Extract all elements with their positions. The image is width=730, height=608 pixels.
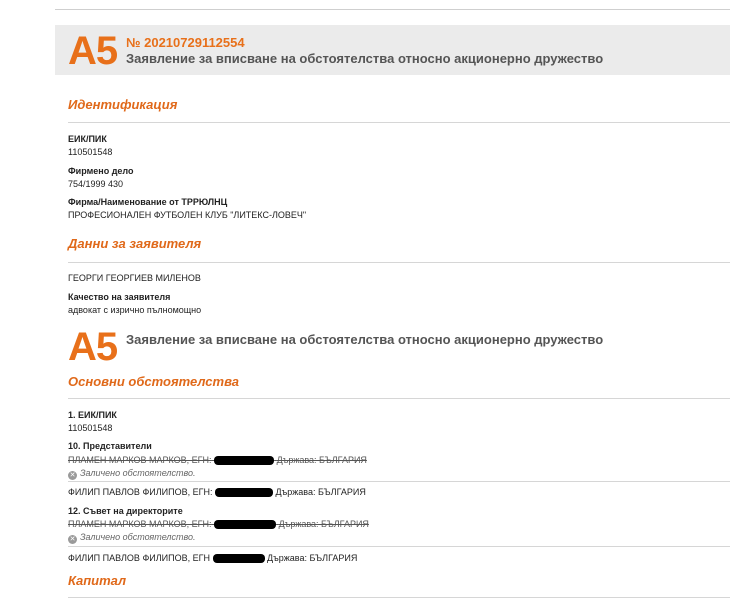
form-code: А5 — [68, 29, 118, 73]
redaction-mark — [214, 520, 276, 529]
person-name: ФИЛИП ПАВЛОВ ФИЛИПОВ, ЕГН: — [68, 487, 213, 497]
deleted-notice-text: Заличено обстоятелство. — [80, 468, 196, 478]
firm-value: ПРОФЕСИОНАЛЕН ФУТБОЛЕН КЛУБ "ЛИТЕКС-ЛОВЕЧ" — [68, 210, 307, 220]
section-heading-applicant: Данни за заявителя — [68, 236, 202, 251]
representative-deleted — [68, 455, 367, 465]
board-member-deleted — [68, 519, 369, 529]
deleted-notice — [68, 468, 196, 480]
circ-eik-value: 110501548 — [68, 423, 113, 433]
capacity-value: адвокат с изрично пълномощно — [68, 305, 202, 315]
redaction-mark — [213, 554, 265, 563]
deleted-notice-text: Заличено обстоятелство. — [80, 532, 196, 542]
item-divider — [68, 546, 730, 547]
form-title: Заявление за вписване на обстоятелства относно акционерно дружество — [126, 332, 604, 347]
section-heading-capital: Капитал — [68, 573, 127, 588]
applicant-name: ГЕОРГИ ГЕОРГИЕВ МИЛЕНОВ — [68, 273, 201, 283]
form-title: Заявление за вписване на обстоятелства относно акционерно дружество — [126, 51, 604, 66]
section-divider — [68, 262, 730, 263]
item-divider — [68, 481, 730, 482]
section-heading-circumstances: Основни обстоятелства — [68, 374, 239, 389]
country: Държава: БЪЛГАРИЯ — [275, 487, 366, 497]
person-name: ФИЛИП ПАВЛОВ ФИЛИПОВ, ЕГН — [68, 553, 210, 563]
form-header-panel — [55, 25, 730, 75]
close-circle-icon: ✕ — [69, 472, 76, 479]
representative-current — [68, 487, 366, 497]
board-label: 12. Съвет на директорите — [68, 506, 183, 516]
redaction-mark — [214, 456, 274, 465]
capacity-label: Качество на заявителя — [68, 292, 171, 302]
application-number: № 20210729112554 — [126, 35, 245, 50]
section-heading-identification: Идентификация — [68, 97, 178, 112]
board-member-current — [68, 553, 357, 563]
person-name: ПЛАМЕН МАРКОВ МАРКОВ, ЕГН: — [68, 519, 212, 529]
section-divider — [68, 398, 730, 399]
eik-label: ЕИК/ПИК — [68, 134, 107, 144]
country: Държава: БЪЛГАРИЯ — [276, 455, 367, 465]
top-divider — [55, 9, 730, 10]
case-value: 754/1999 430 — [68, 179, 124, 189]
circ-eik-label: 1. ЕИК/ПИК — [68, 410, 117, 420]
form-code: А5 — [68, 325, 118, 369]
case-label: Фирмено дело — [68, 166, 134, 176]
eik-value: 110501548 — [68, 147, 113, 157]
section-divider — [68, 597, 730, 598]
country: Държава: БЪЛГАРИЯ — [278, 519, 369, 529]
close-circle-icon: ✕ — [69, 536, 76, 543]
person-name: ПЛАМЕН МАРКОВ МАРКОВ, ЕГН: — [68, 455, 212, 465]
country: Държава: БЪЛГАРИЯ — [267, 553, 358, 563]
firm-label: Фирма/Наименование от ТРРЮЛНЦ — [68, 197, 228, 207]
deleted-notice — [68, 532, 196, 544]
representatives-label: 10. Представители — [68, 441, 152, 451]
redaction-mark — [215, 488, 273, 497]
section-divider — [68, 122, 730, 123]
